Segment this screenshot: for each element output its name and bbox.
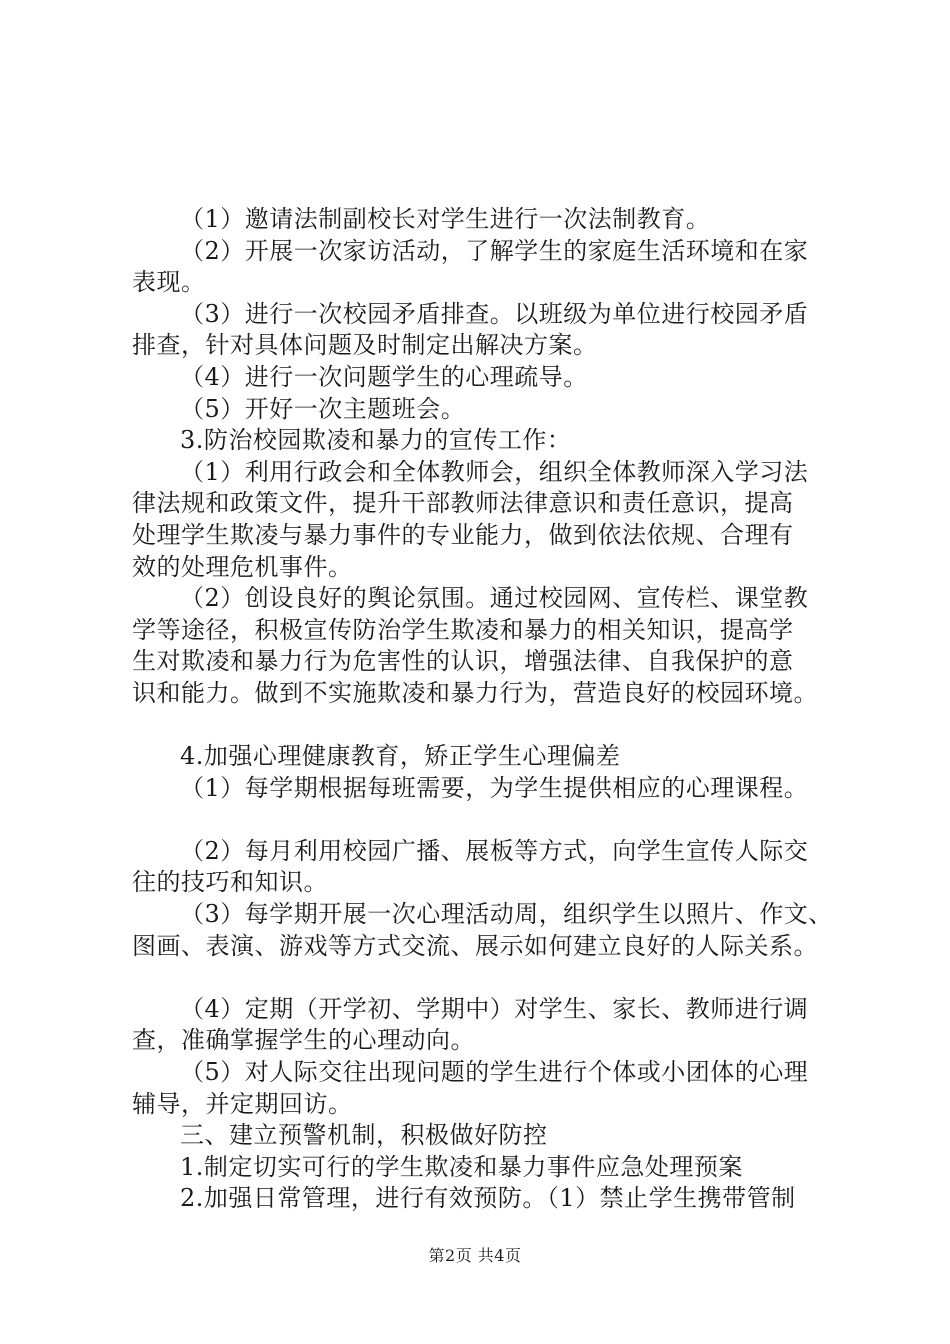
paragraph-line: （2）每月利用校园广播、展板等方式，向学生宣传人际交 bbox=[180, 836, 809, 865]
paragraph-line: 1.制定切实可行的学生欺凌和暴力事件应急处理预案 bbox=[180, 1152, 743, 1181]
document-body bbox=[132, 204, 852, 1215]
paragraph-line: （3）每学期开展一次心理活动周，组织学生以照片、作文、 bbox=[180, 900, 833, 929]
paragraph-line: 图画、表演、游戏等方式交流、展示如何建立良好的人际关系。 bbox=[132, 931, 818, 960]
section-heading: 4.加强心理健康教育，矫正学生心理偏差 bbox=[180, 742, 621, 771]
paragraph-line: 表现。 bbox=[132, 268, 206, 297]
blank-line bbox=[132, 804, 852, 836]
paragraph-line: （5）对人际交往出现问题的学生进行个体或小团体的心理 bbox=[180, 1058, 809, 1087]
paragraph-line: 辅导，并定期回访。 bbox=[132, 1089, 353, 1118]
paragraph-line: （3）进行一次校园矛盾排查。以班级为单位进行校园矛盾 bbox=[180, 299, 809, 328]
paragraph-line: （4）进行一次问题学生的心理疏导。 bbox=[180, 362, 588, 391]
paragraph-line: （2）开展一次家访活动，了解学生的家庭生活环境和在家 bbox=[180, 236, 809, 265]
paragraph-line: 识和能力。做到不实施欺凌和暴力行为，营造良好的校园环境。 bbox=[132, 678, 818, 707]
section-heading: 3.防治校园欺凌和暴力的宣传工作： bbox=[180, 426, 572, 455]
paragraph-line: （2）创设良好的舆论氛围。通过校园网、宣传栏、课堂教 bbox=[180, 584, 809, 613]
paragraph-line: （5）开好一次主题班会。 bbox=[180, 394, 466, 423]
paragraph-line: 查，准确掌握学生的心理动向。 bbox=[132, 1026, 475, 1055]
paragraph-line: 往的技巧和知识。 bbox=[132, 868, 328, 897]
section-heading: 三、建立预警机制，积极做好防控 bbox=[180, 1121, 548, 1150]
paragraph-line: （1）利用行政会和全体教师会，组织全体教师深入学习法 bbox=[180, 457, 809, 486]
paragraph-line: 生对欺凌和暴力行为危害性的认识，增强法律、自我保护的意 bbox=[132, 647, 794, 676]
paragraph-line: （1）邀请法制副校长对学生进行一次法制教育。 bbox=[180, 205, 711, 233]
paragraph-line: 2.加强日常管理，进行有效预防。（1）禁止学生携带管制 bbox=[180, 1184, 796, 1213]
paragraph-line: 排查，针对具体问题及时制定出解决方案。 bbox=[132, 331, 598, 360]
blank-line bbox=[132, 710, 852, 742]
blank-line bbox=[132, 962, 852, 994]
paragraph-line: 学等途径，积极宣传防治学生欺凌和暴力的相关知识，提高学 bbox=[132, 615, 794, 644]
paragraph-line: 效的处理危机事件。 bbox=[132, 552, 353, 581]
paragraph-line: 律法规和政策文件，提升干部教师法律意识和责任意识，提高 bbox=[132, 489, 794, 518]
paragraph-line: （1）每学期根据每班需要，为学生提供相应的心理课程。 bbox=[180, 773, 809, 802]
paragraph-line: （4）定期（开学初、学期中）对学生、家长、教师进行调 bbox=[180, 994, 809, 1023]
page-footer: 第2页 共4页 bbox=[428, 1246, 522, 1265]
paragraph-line: 处理学生欺凌与暴力事件的专业能力，做到依法依规、合理有 bbox=[132, 520, 794, 549]
